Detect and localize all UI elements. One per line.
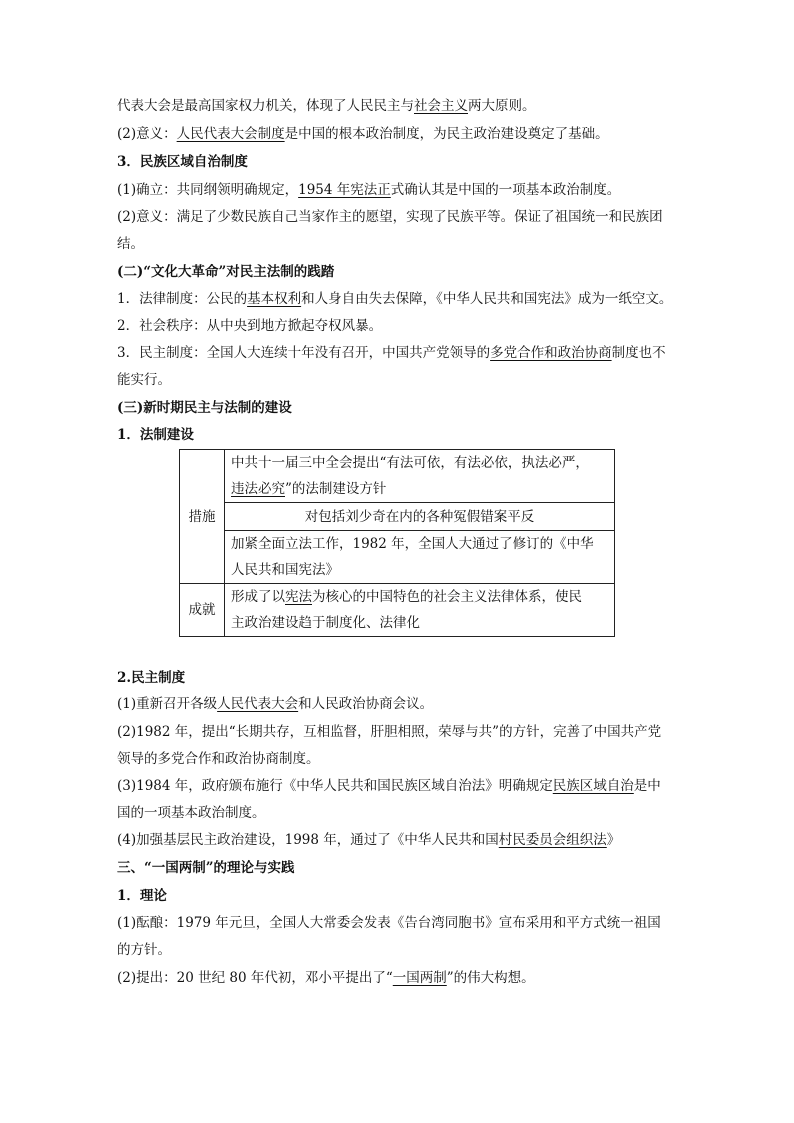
section-heading: 三、“一国两制”的理论与实践 [117, 860, 295, 876]
underlined-term: 社会主义 [414, 98, 468, 114]
underlined-term: 宪法 [285, 589, 312, 605]
cell-line: 违法必究”的法制建设方针 [231, 481, 387, 497]
section-heading: 3．民族区域自治制度 [117, 154, 248, 170]
underlined-term: 村民委员会组织法 [498, 832, 607, 848]
underlined-term: 一国两制 [392, 970, 447, 986]
text-line: (3)1984 年，政府颁布施行《中华人民共和国民族区域自治法》明确规定民族区域自治是中 [117, 778, 661, 794]
text-line: 3．民主制度：全国人大连续十年没有召开，中国共产党领导的多党合作和政治协商制度也不 [117, 345, 666, 361]
section-heading: 2.民主制度 [117, 670, 186, 686]
text-line: (2)提出：20 世纪 80 年代初，邓小平提出了“一国两制”的伟大构想。 [117, 970, 535, 986]
table-cell [225, 584, 615, 637]
text-line: 领导的多党合作和政治协商制度。 [117, 751, 320, 767]
text-line: (2)意义：人民代表大会制度是中国的根本政治制度，为民主政治建设奠定了基础。 [117, 126, 609, 142]
cell-line: 主政治建设趋于制度化、法律化 [231, 615, 420, 631]
achievement-header: 成就 [180, 584, 225, 637]
cell-line: 中共十一届三中全会提出“有法可依，有法必依，执法必严， [231, 455, 589, 471]
text-line: 国的一项基本政治制度。 [117, 805, 266, 821]
underlined-term: 基本权利 [247, 291, 302, 307]
underlined-term: 人民代表大会 [217, 696, 299, 712]
text-line: (1)确立：共同纲领明确规定，1954 年宪法正式确认其是中国的一项基本政治制度。 [117, 182, 621, 198]
measures-header: 措施 [180, 450, 225, 584]
text-line: 能实行。 [117, 372, 171, 388]
cell-line: 加紧全面立法工作，1982 年，全国人大通过了修订的《中华 [231, 536, 594, 552]
text-line: 2．社会秩序：从中央到地方掀起夺权风暴。 [117, 318, 383, 334]
underlined-term: 民族区域自治 [552, 778, 634, 794]
text-line: (1)重新召开各级人民代表大会和人民政治协商会议。 [117, 696, 434, 712]
text-line: (4)加强基层民主政治建设，1998 年，通过了《中华人民共和国村民委员会组织法》 [117, 832, 621, 848]
section-heading: (三)新时期民主与法制的建设 [117, 400, 292, 416]
table-cell [225, 450, 615, 503]
section-heading: 1．法制建设 [117, 427, 194, 443]
underlined-term: 1954 年宪法正 [298, 182, 391, 198]
cell-line: 人民共和国宪法》 [231, 562, 339, 578]
section-heading: (二)“文化大革命”对民主法制的践踏 [117, 264, 335, 280]
cell-line: 对包括刘少奇在内的各种冤假错案平反 [304, 508, 535, 525]
text-line: (2)1982 年，提出“长期共存，互相监督，肝胆相照，荣辱与共”的方针，完善了中国共产党 [117, 724, 662, 740]
cell-line: 形成了以宪法为核心的中国特色的社会主义法律体系，使民 [231, 589, 582, 605]
table-cell [225, 531, 615, 584]
text-line: 结。 [117, 236, 144, 252]
text-line: (2)意义：满足了少数民族自己当家作主的愿望，实现了民族平等。保证了祖国统一和民族团 [117, 209, 663, 225]
text-line: 1．法律制度：公民的基本权利和人身自由失去保障，《中华人民共和国宪法》成为一纸空文。 [117, 291, 673, 307]
table-cell [225, 503, 615, 531]
underlined-term: 多党合作和政治协商 [490, 345, 612, 361]
text-line: (1)酝酿：1979 年元旦，全国人大常委会发表《告台湾同胞书》宣布采用和平方式统一祖国 [117, 915, 661, 931]
text-line: 代表大会是最高国家权力机关，体现了人民民主与社会主义两大原则。 [117, 98, 536, 114]
section-heading: 1．理论 [117, 888, 167, 904]
text-line: 的方针。 [117, 942, 171, 958]
underlined-term: 人民代表大会制度 [176, 126, 285, 142]
underlined-term: 违法必究 [231, 481, 285, 497]
legal-construction-table [179, 449, 615, 637]
